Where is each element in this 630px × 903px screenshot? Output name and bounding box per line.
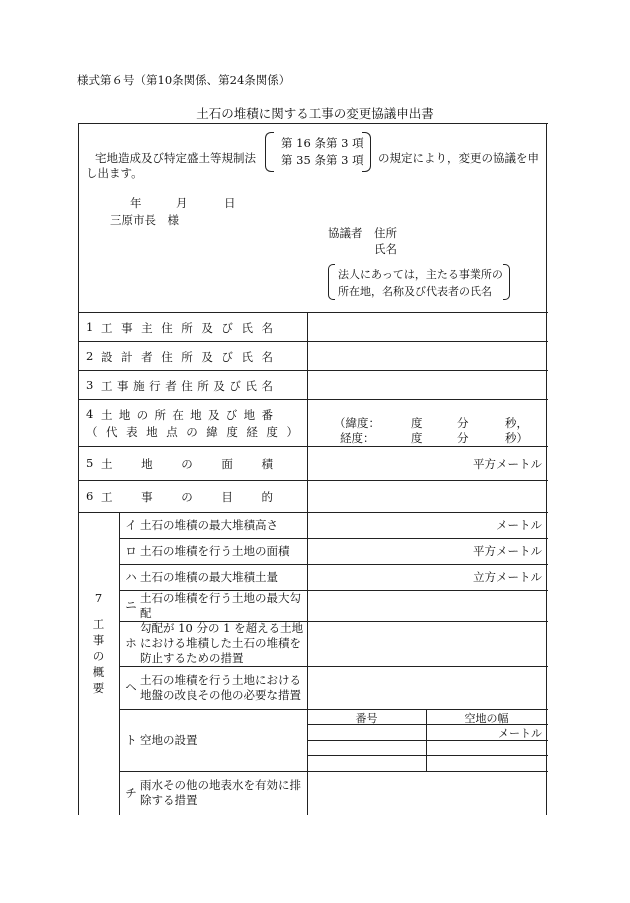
label-char: 名 [261,320,273,335]
label-char: 所 [154,407,166,422]
addressee: 三原市長 様 [110,213,179,227]
label-char: 地 [118,407,131,422]
longitude-label: 経度： [340,431,375,445]
row5-label [101,456,273,471]
label-char: び [229,378,241,393]
item-mark: ト [125,732,137,747]
label-char: の [186,424,198,439]
label-char: 緯 [206,424,218,439]
row5-unit: 平方メートル [473,457,542,471]
note-right-brace [503,264,510,300]
label-char: 行 [149,378,161,393]
item-text: 土石の堆積の最大堆積土量 [140,569,278,584]
row3-label [101,378,273,393]
lon-second: 秒） [505,431,528,445]
label-char: 及 [213,378,225,393]
label-char: 要 [92,681,105,695]
label-char: 番 [261,407,273,422]
date-year: 年 [130,196,142,210]
label-char: び [221,320,233,335]
subtable-row-line [307,755,548,756]
lat-minute: 分 [457,416,469,430]
label-char: 名 [261,349,273,364]
label-char: 地 [146,424,158,439]
row-divider [78,312,548,313]
label-char: 工 [101,320,113,335]
label-char: 点 [166,424,178,439]
label-char: 度 [226,424,238,439]
row-divider [78,446,548,447]
table-top-border [78,123,548,124]
label-char: 氏 [241,349,253,364]
section7-label [78,590,119,696]
item-i [122,512,305,538]
item-mark: ニ [125,598,137,612]
label-char: 名 [261,378,273,393]
item-mark: ハ [125,569,137,584]
row4-label [101,407,273,422]
item-he [122,666,305,709]
label-char: 計 [121,349,133,364]
lat-degree: 度 [411,416,423,430]
form-label: 様式第６号（第10条関係、第24条関係） [77,73,291,87]
intro-after: の規定により，変更の協議を申 [378,151,539,165]
item-text: 土石の堆積を行う土地の面積 [140,543,290,558]
address-label: 住所 [374,226,397,240]
label-char: 土 [101,456,113,471]
label-char: の [92,649,105,663]
item-ro-unit: 平方メートル [473,544,542,558]
label-char: 的 [261,489,273,504]
row-divider [78,370,548,371]
row-divider [78,480,548,481]
label-char: 住 [161,320,173,335]
label-char: 住 [161,349,173,364]
open-space-unit: メートル [498,727,542,740]
note-left-brace [328,264,335,300]
note-line1: 法人にあっては，主たる事業所の [338,268,503,281]
label-char: 目 [221,489,233,504]
label-char: 地 [141,456,153,471]
label-char: （ [86,424,98,439]
item-ha [122,564,305,590]
label-char: 面 [221,456,233,471]
label-char: 所 [181,320,193,335]
item-chi [122,771,305,815]
label-char: 者 [165,378,177,393]
item-ni [122,590,305,621]
document-title: 土石の堆積に関する工事の変更協議申出書 [196,106,434,121]
item-i-unit: メートル [496,518,542,532]
row6-label [101,489,273,504]
label-char: 事 [117,378,129,393]
label-char: 事 [121,320,133,335]
label-char: 主 [141,320,153,335]
row1-number: 1 [86,320,94,334]
label-char: 工 [92,617,105,631]
item-mark: ホ [125,636,137,650]
label-char: 在 [172,407,184,422]
item-mark: チ [125,785,137,800]
row4-sublabel [86,424,298,439]
label-char: 地 [190,407,202,422]
item-ha-unit: 立方メートル [473,570,542,584]
label-char: の [181,456,193,471]
label-char: 表 [126,424,138,439]
date-month: 月 [176,196,188,210]
label-char: の [181,489,193,504]
row4-number: 4 [86,407,94,421]
col-number-header: 番号 [355,712,378,725]
label-char: 住 [181,378,193,393]
label-char: 土 [101,407,113,422]
lat-second: 秒， [505,416,528,430]
item-text: 土石の堆積を行う土地の最大勾配 [140,590,301,620]
label-char: 者 [141,349,153,364]
note-line2: 所在地，名称及び代表者の氏名 [338,285,492,298]
label-char: 工 [101,489,113,504]
right-brace [362,132,371,172]
section7-number: 7 [94,591,103,605]
table-left-border [78,123,79,815]
row3-number: 3 [86,378,94,392]
item-mark: ヘ [125,680,137,694]
item-mark: ロ [125,543,137,558]
col-width-header: 空地の幅 [464,712,509,725]
item-mark: イ [125,517,137,532]
item-ro [122,538,305,564]
label-char: び [225,407,238,422]
row-divider [78,341,548,342]
label-char: び [221,349,233,364]
label-char: 氏 [245,378,257,393]
label-char: 施 [133,378,145,393]
item-text: 土石の堆積を行う土地における地盤の改良その他の必要な措置 [140,672,301,702]
intro-line2: し出ます。 [86,166,143,180]
label-char: 及 [201,349,213,364]
item-text: 土石の堆積の最大堆積高さ [140,517,278,532]
label-char: ） [286,424,298,439]
label-char: 事 [92,633,105,647]
row2-number: 2 [86,349,94,363]
label-char: 経 [246,424,258,439]
label-char: 地 [243,407,256,422]
name-label: 氏名 [374,242,397,256]
latitude-label: （緯度： [334,416,380,430]
row6-number: 6 [86,489,94,503]
row5-number: 5 [86,456,94,470]
row2-label [101,349,273,364]
applicant-label: 協議者 [328,226,363,240]
label-char: 及 [207,407,220,422]
intro-law: 宅地造成及び特定盛土等規制法 [95,151,256,165]
lon-minute: 分 [457,431,469,445]
lon-degree: 度 [411,431,423,445]
left-brace [265,132,274,172]
label-char: 度 [266,424,278,439]
label-char: 事 [141,489,153,504]
label-char: の [136,407,149,422]
item-text: 勾配が 10 分の 1 を超える土地における堆積した土石の堆積を防止するための措置 [140,621,304,665]
label-char: 設 [101,349,113,364]
row1-label [101,320,273,335]
label-char: 概 [92,665,105,679]
label-char: 及 [201,320,213,335]
item-to [122,709,305,771]
article-1: 第 16 条第 3 項 [281,136,364,150]
item-text: 空地の設置 [140,732,198,747]
label-char: 代 [106,424,118,439]
date-day: 日 [224,196,236,210]
row-divider [78,399,548,400]
item-ho [122,621,305,666]
label-char: 氏 [241,320,253,335]
label-char: 積 [261,456,273,471]
section7-divider [119,512,120,815]
label-char: 工 [101,378,113,393]
article-2: 第 35 条第 3 項 [281,153,364,167]
label-char: 所 [181,349,193,364]
label-char: 所 [197,378,209,393]
item-text: 雨水その他の地表水を有効に排除する措置 [140,778,301,807]
